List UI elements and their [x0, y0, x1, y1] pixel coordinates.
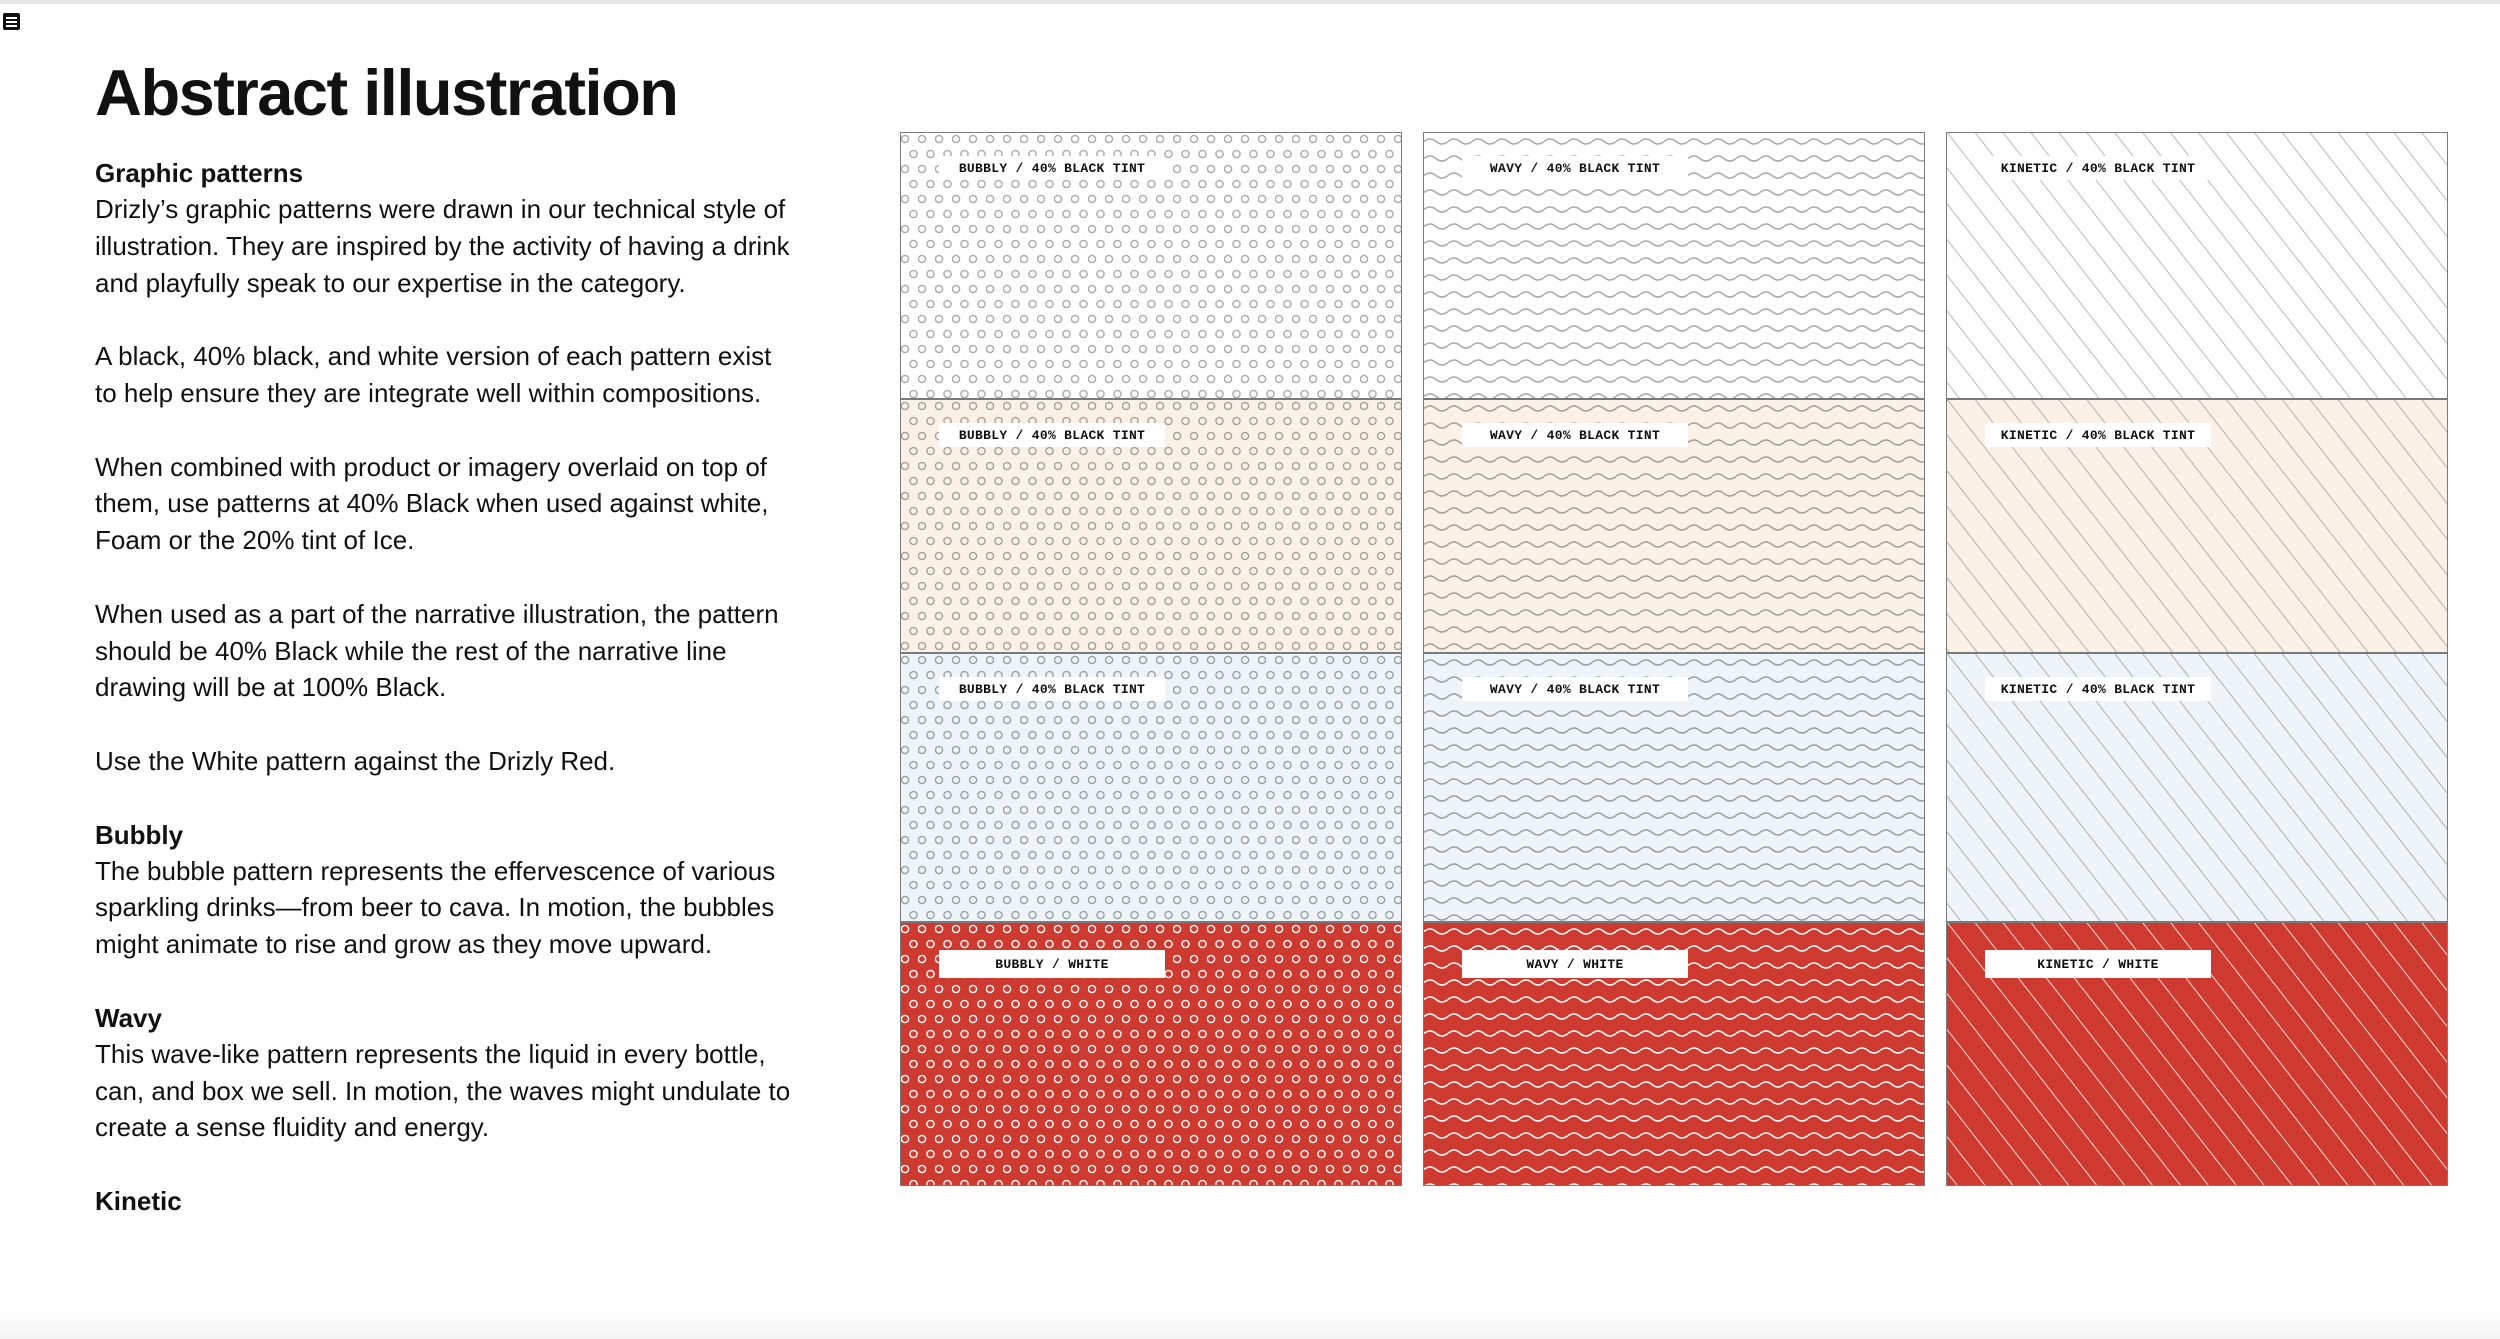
graphic-patterns-heading: Graphic patterns: [95, 158, 304, 188]
wavy-swatch-label: WAVY / 40% BLACK TINT: [1462, 677, 1688, 701]
graphic-patterns-paragraph: Drizly’s graphic patterns were drawn in our technical style of illustration. They are inspired by the activity of having a drink and playfully speak to our expertise in the category.: [95, 194, 790, 298]
kinetic-swatch: [1946, 132, 2448, 399]
bubbly-swatch-label: BUBBLY / 40% BLACK TINT: [939, 156, 1165, 180]
wavy-description: This wave-like pattern represents the liquid in every bottle, can, and box we sell. In motion, the waves might undulate to create a sense fluidity and energy.: [95, 1038, 791, 1143]
wavy-swatch: [1423, 653, 1925, 922]
bubbly-description: The bubble pattern represents the effervescence of various sparkling drinks—from beer to cava. In motion, the bubbles might animate to rise and grow as they move upward.: [95, 855, 776, 960]
wavy-heading: Wavy: [95, 1002, 162, 1033]
bubbly-swatch: [900, 132, 1402, 399]
kinetic-swatch-label: KINETIC / WHITE: [1985, 950, 2211, 978]
wavy-swatch: [1423, 399, 1925, 653]
graphic-patterns-paragraph: Use the White pattern against the Drizly Red.: [95, 745, 616, 776]
wavy-swatch-label: WAVY / 40% BLACK TINT: [1462, 156, 1688, 180]
kinetic-swatch: [1946, 653, 2448, 922]
wavy-swatch-label: WAVY / 40% BLACK TINT: [1462, 423, 1688, 447]
bubbly-swatch-label: BUBBLY / 40% BLACK TINT: [939, 423, 1165, 447]
kinetic-swatch: [1946, 922, 2448, 1186]
kinetic-swatch: [1946, 399, 2448, 653]
bubbly-swatch-label: BUBBLY / 40% BLACK TINT: [939, 677, 1165, 701]
graphic-patterns-paragraph: When used as a part of the narrative illustration, the pattern should be 40% Black while the rest of the narrative line drawing will be at 100% Black.: [95, 598, 779, 703]
page-title: Abstract illustration: [95, 56, 678, 129]
graphic-patterns-paragraph: A black, 40% black, and white version of each pattern exist to help ensure they are integrate well within compositions.: [95, 341, 772, 408]
kinetic-swatch-label: KINETIC / 40% BLACK TINT: [1985, 677, 2211, 701]
top-border: [0, 0, 2500, 4]
wavy-swatch-label: WAVY / WHITE: [1462, 950, 1688, 978]
bubbly-swatch: [900, 653, 1402, 922]
wavy-swatch: [1423, 922, 1925, 1186]
wavy-swatch: [1423, 132, 1925, 399]
bubbly-swatch: [900, 922, 1402, 1186]
kinetic-heading: Kinetic: [95, 1185, 182, 1216]
bottom-fade: [0, 1309, 2500, 1339]
bubbly-swatch: [900, 399, 1402, 653]
text-column: [95, 56, 795, 1219]
hamburger-menu-icon[interactable]: [3, 13, 20, 30]
kinetic-swatch-label: KINETIC / 40% BLACK TINT: [1985, 156, 2211, 180]
kinetic-swatch-label: KINETIC / 40% BLACK TINT: [1985, 423, 2211, 447]
bubbly-heading: Bubbly: [95, 819, 184, 850]
bubbly-swatch-label: BUBBLY / WHITE: [939, 950, 1165, 978]
graphic-patterns-paragraph: When combined with product or imagery overlaid on top of them, use patterns at 40% Black when used against white, Foam or the 20% tint of Ice.: [95, 451, 769, 556]
